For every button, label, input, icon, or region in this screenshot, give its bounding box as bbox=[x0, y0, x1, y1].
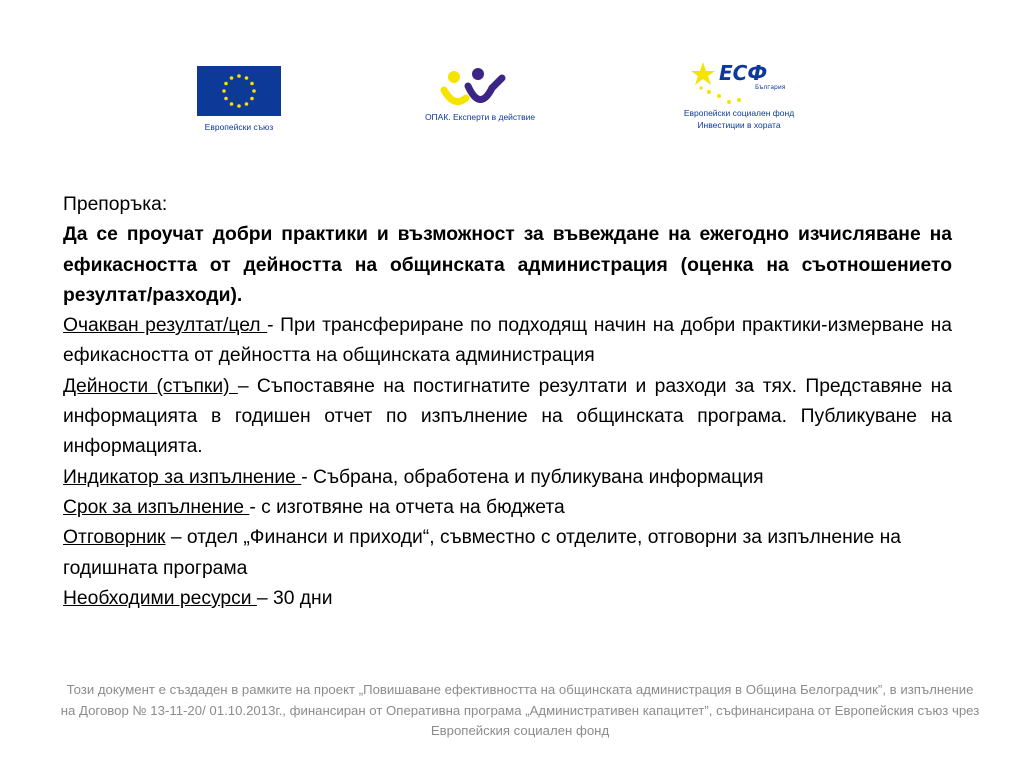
esf-logo bbox=[672, 58, 806, 131]
recommendation-text: Да се проучат добри практики и възможност за въвеждане на ежегодно изчисляване на ефикасността от дейността на общинската администрация (оценка на съотношението резултат/разходи). bbox=[63, 224, 952, 306]
resources-paragraph bbox=[63, 584, 952, 614]
esf-star-icon bbox=[689, 58, 789, 106]
responsible-paragraph bbox=[63, 523, 952, 584]
indicator-paragraph bbox=[63, 463, 952, 493]
esf-country: България bbox=[755, 84, 786, 91]
footer-disclaimer: Този документ е създаден в рамките на проект „Повишаване ефективността на общинската администрация в Община Белоградчик”, в изпълнение на Договор № 13-11-20/ 01.10.2013г., финансиран от Оперативна програма „Административен капацитет”, съфинансирана от Европейския съюз чрез Европейския социален фонд bbox=[60, 682, 980, 738]
eu-caption: Европейски съюз bbox=[204, 122, 274, 132]
deadline-label: Срок за изпълнение bbox=[63, 496, 250, 518]
eu-logo bbox=[196, 66, 282, 132]
resources-label: Необходими ресурси bbox=[63, 587, 257, 609]
document-body bbox=[63, 190, 952, 614]
esf-wordmark: ЕСФ bbox=[719, 61, 768, 85]
recommendation-label: Препоръка: bbox=[63, 194, 168, 215]
esf-caption-line1: Европейски социален фонд bbox=[683, 108, 795, 118]
opak-people-icon bbox=[440, 68, 520, 110]
deadline-paragraph bbox=[63, 493, 952, 523]
deadline-text: - с изготвяне на отчета на бюджета bbox=[249, 496, 565, 518]
indicator-text: - Събрана, обработена и публикувана информация bbox=[301, 466, 764, 488]
esf-caption-line2: Инвестиции в хората bbox=[697, 120, 781, 130]
indicator-label: Индикатор за изпълнение bbox=[63, 466, 302, 488]
responsible-text: – отдел „Финанси и приходи“, съвместно с отделите, отговорни за изпълнение на годишната програма bbox=[63, 527, 901, 579]
activities-label: Дейности (стъпки) bbox=[63, 375, 238, 397]
activities-text: – Съпоставяне на постигнатите резултати и разходи за тях. Представяне на информацията в годишен отчет по изпълнение на общинската програма. Публикуване на информацията. bbox=[63, 375, 952, 458]
responsible-label: Отговорник bbox=[63, 527, 166, 549]
opak-caption: ОПАК. Експерти в действие bbox=[424, 112, 536, 122]
expected-result-text: - При трансфериране по подходящ начин на добри практики-измерване на ефикасността от дейността на общинската администрация bbox=[63, 315, 952, 367]
esf-caption bbox=[672, 107, 806, 131]
opak-logo bbox=[410, 68, 550, 122]
resources-text: – 30 дни bbox=[256, 587, 333, 609]
expected-result-paragraph bbox=[63, 311, 952, 372]
activities-paragraph bbox=[63, 372, 952, 463]
expected-result-label: Очакван резултат/цел bbox=[63, 315, 268, 337]
eu-flag-icon bbox=[197, 66, 281, 116]
